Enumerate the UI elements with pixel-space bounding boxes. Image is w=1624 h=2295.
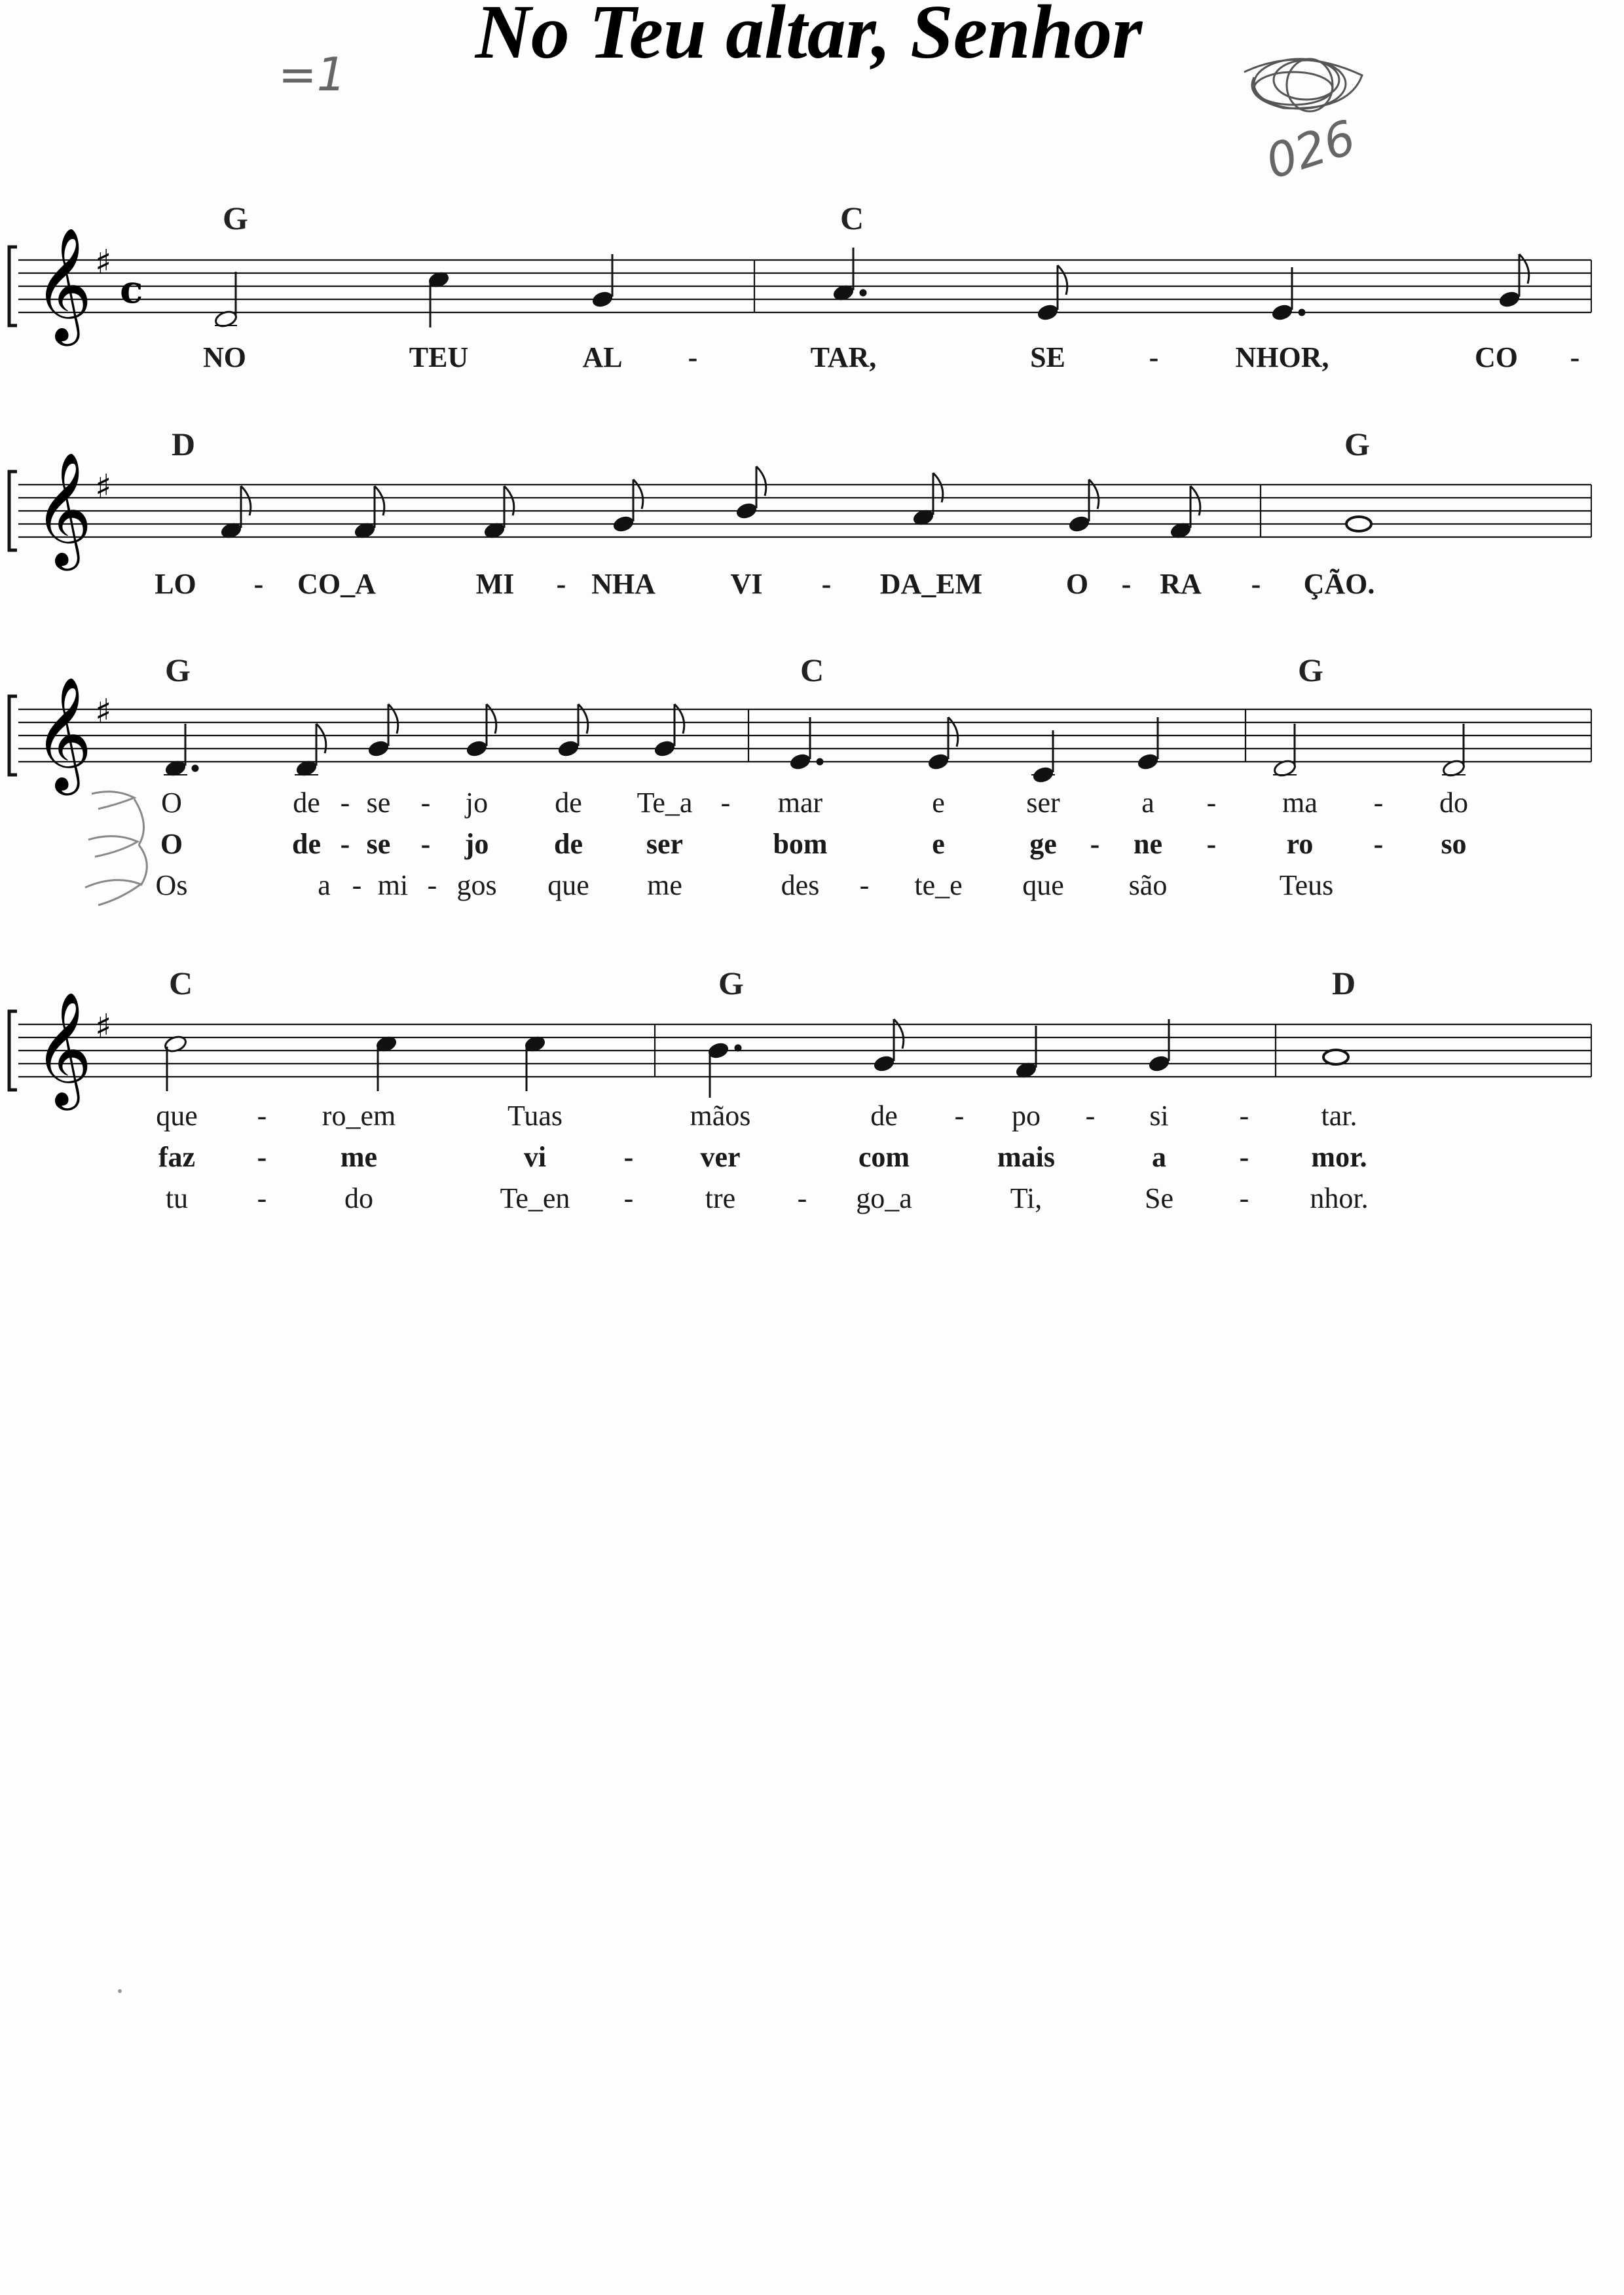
lyric-syllable: ser [646, 828, 684, 860]
chord-symbol: C [840, 200, 864, 236]
lyric-syllable: so [1441, 828, 1467, 860]
lyric-syllable: tu [165, 1182, 189, 1214]
lyric-syllable: SE [1030, 341, 1065, 373]
system-3 [9, 652, 1591, 901]
lyric-syllable: - [257, 1100, 267, 1132]
lyric-syllable: NHOR, [1235, 341, 1329, 373]
lyrics-verse-1 [161, 787, 1468, 819]
lyric-syllable: - [340, 828, 350, 860]
lyric-syllable: ma [1282, 787, 1318, 819]
lyric-syllable: - [253, 568, 264, 600]
lyric-syllable: de [870, 1100, 898, 1132]
lyric-syllable: ÇÃO. [1303, 568, 1375, 600]
lyric-syllable: de [554, 828, 583, 860]
lyric-syllable: se [366, 787, 391, 819]
lyric-syllable: go_a [856, 1182, 912, 1214]
lyric-syllable: se [366, 828, 391, 860]
lyric-syllable: a [1152, 1141, 1166, 1173]
chord-symbol: G [1298, 652, 1323, 688]
system-bracket [9, 472, 17, 550]
lyric-syllable: - [1149, 341, 1159, 373]
lyric-syllable: VI [730, 568, 763, 600]
paper-speck [118, 1989, 122, 1993]
lyric-syllable: mor. [1311, 1141, 1367, 1173]
lyric-syllable: mi [377, 869, 409, 901]
chord-symbol: C [169, 965, 193, 1001]
handwritten-scribble [1244, 59, 1362, 111]
key-signature-sharp: ♯ [95, 468, 112, 507]
lyric-syllable: NO [203, 341, 246, 373]
lyric-syllable: de [555, 787, 582, 819]
lyric-syllable: - [1251, 568, 1261, 600]
lyric-syllable: MI [475, 568, 515, 600]
system-bracket [9, 1011, 17, 1090]
lyric-syllable: ver [700, 1141, 741, 1173]
notes [164, 704, 1466, 785]
lyric-syllable: O [1065, 568, 1089, 600]
lyric-syllable: Os [155, 869, 188, 901]
lyric-syllable: mãos [690, 1100, 751, 1132]
lyric-syllable: que [547, 869, 589, 901]
lyric-syllable: Ti, [1010, 1182, 1043, 1214]
lyrics-verse [155, 568, 1375, 600]
treble-clef: 𝄞 [34, 452, 92, 566]
lyric-syllable: jo [464, 828, 489, 860]
system-1 [9, 200, 1591, 373]
lyric-syllable: me [647, 869, 682, 901]
lyric-syllable: O [161, 787, 182, 819]
lyric-syllable: TEU [409, 341, 469, 373]
lyric-syllable: - [1373, 787, 1384, 819]
lyric-syllable: - [859, 869, 870, 901]
lyric-syllable: - [420, 828, 431, 860]
lyric-syllable: - [720, 787, 731, 819]
lyric-syllable: ne [1134, 828, 1162, 860]
notes [164, 1019, 1348, 1098]
treble-clef: 𝄞 [34, 677, 92, 791]
lyric-syllable: tar. [1321, 1100, 1357, 1132]
lyric-syllable: - [420, 787, 431, 819]
lyric-syllable: a [1141, 787, 1154, 819]
system-2 [9, 426, 1591, 600]
lyric-syllable: si [1149, 1100, 1169, 1132]
lyric-syllable: do [344, 1182, 373, 1214]
lyrics-verse-3 [166, 1182, 1369, 1214]
lyric-syllable: des [781, 869, 820, 901]
lyrics-verse [203, 341, 1579, 373]
lyric-syllable: bom [773, 828, 828, 860]
lyric-syllable: AL [582, 341, 623, 373]
lyric-syllable: CO_A [297, 568, 376, 600]
system-4 [9, 965, 1591, 1214]
lyric-syllable: - [954, 1100, 965, 1132]
lyrics-verse-3 [156, 869, 1334, 901]
lyric-syllable: CO [1475, 341, 1518, 373]
lyric-syllable: do [1439, 787, 1468, 819]
lyric-syllable: - [1206, 828, 1217, 860]
lyric-syllable: - [1239, 1100, 1249, 1132]
common-time-signature: c [120, 267, 143, 312]
lyric-syllable: - [821, 568, 832, 600]
lyric-syllable: de [292, 828, 321, 860]
system-bracket [9, 696, 17, 775]
lyric-syllable: Se [1145, 1182, 1173, 1214]
lyric-syllable: - [1570, 341, 1580, 373]
lyric-syllable: - [623, 1141, 634, 1173]
lyric-syllable: - [352, 869, 362, 901]
lyric-syllable: nhor. [1310, 1182, 1369, 1214]
treble-clef: 𝄞 [34, 227, 92, 341]
lyric-syllable: ge [1029, 828, 1057, 860]
staff-lines [18, 709, 1591, 762]
chord-symbol: D [172, 426, 196, 462]
lyric-syllable: Teus [1279, 869, 1334, 901]
lyric-syllable: são [1128, 869, 1168, 901]
lyric-syllable: a [318, 869, 331, 901]
lyric-syllable: mais [997, 1141, 1055, 1173]
lyric-syllable: e [932, 828, 945, 860]
lyric-syllable: ro_em [322, 1100, 396, 1132]
notes [219, 466, 1371, 540]
lyric-syllable: NHA [591, 568, 655, 600]
lyric-syllable: mar [777, 787, 823, 819]
lyric-syllable: RA [1160, 568, 1202, 600]
handwritten-left-mark [278, 48, 346, 102]
lyric-syllable: tre [705, 1182, 736, 1214]
lyric-syllable: LO [155, 568, 196, 600]
lyric-syllable: Te_a [637, 787, 693, 819]
lyric-syllable: me [340, 1141, 378, 1173]
lyric-syllable: - [1239, 1182, 1249, 1214]
lyric-syllable: ro [1286, 828, 1314, 860]
lyric-syllable: - [1239, 1141, 1249, 1173]
lyric-syllable: com [858, 1141, 910, 1173]
handwritten-number: 026 [1259, 109, 1362, 190]
lyrics-verse-1 [156, 1100, 1357, 1132]
lyrics-verse-2 [160, 828, 1467, 860]
lyric-syllable: - [1085, 1100, 1096, 1132]
lyric-syllable: de [293, 787, 320, 819]
lyric-syllable: - [427, 869, 437, 901]
lyric-syllable: - [257, 1141, 267, 1173]
lyric-syllable: - [340, 787, 350, 819]
staff-lines [18, 260, 1591, 312]
lyric-syllable: Tuas [507, 1100, 563, 1132]
lyric-syllable: - [1090, 828, 1100, 860]
lyric-syllable: - [1206, 787, 1217, 819]
lyrics-verse-2 [158, 1141, 1367, 1173]
lyric-syllable: DA_EM [879, 568, 983, 600]
verse-number-marks [85, 792, 147, 905]
lyric-syllable: TAR, [810, 341, 877, 373]
lyric-syllable: te_e [914, 869, 963, 901]
lyric-syllable: ser [1026, 787, 1060, 819]
lyric-syllable: - [623, 1182, 634, 1214]
lyric-syllable: O [160, 828, 183, 860]
lyric-syllable: - [257, 1182, 267, 1214]
lyric-syllable: que [1022, 869, 1064, 901]
system-bracket [9, 247, 17, 326]
key-signature-sharp: ♯ [95, 1007, 112, 1047]
lyric-syllable: gos [456, 869, 497, 901]
lyric-syllable: - [556, 568, 566, 600]
staff-lines [18, 1024, 1591, 1077]
treble-clef: 𝄞 [34, 992, 92, 1106]
lyric-syllable: Te_en [500, 1182, 570, 1214]
lyric-syllable: vi [523, 1141, 547, 1173]
chord-symbol: G [718, 965, 744, 1001]
chord-symbol: C [800, 652, 824, 688]
lyric-syllable: e [932, 787, 945, 819]
key-signature-sharp: ♯ [95, 692, 112, 732]
chord-symbol: G [223, 200, 248, 236]
lyric-syllable: - [797, 1182, 807, 1214]
song-title: No Teu altar, Senhor [475, 0, 1143, 75]
chord-symbol: D [1332, 965, 1356, 1001]
lyric-syllable: po [1012, 1100, 1041, 1132]
lyric-syllable: - [688, 341, 698, 373]
handwritten-mark-text: =1 [278, 48, 346, 102]
chord-symbol: G [165, 652, 191, 688]
chord-symbol: G [1344, 426, 1370, 462]
lyric-syllable: jo [465, 787, 489, 819]
key-signature-sharp: ♯ [95, 243, 112, 282]
lyric-syllable: faz [158, 1141, 196, 1173]
lyric-syllable: - [1121, 568, 1132, 600]
lyric-syllable: - [1373, 828, 1384, 860]
lyric-syllable: que [156, 1100, 198, 1132]
